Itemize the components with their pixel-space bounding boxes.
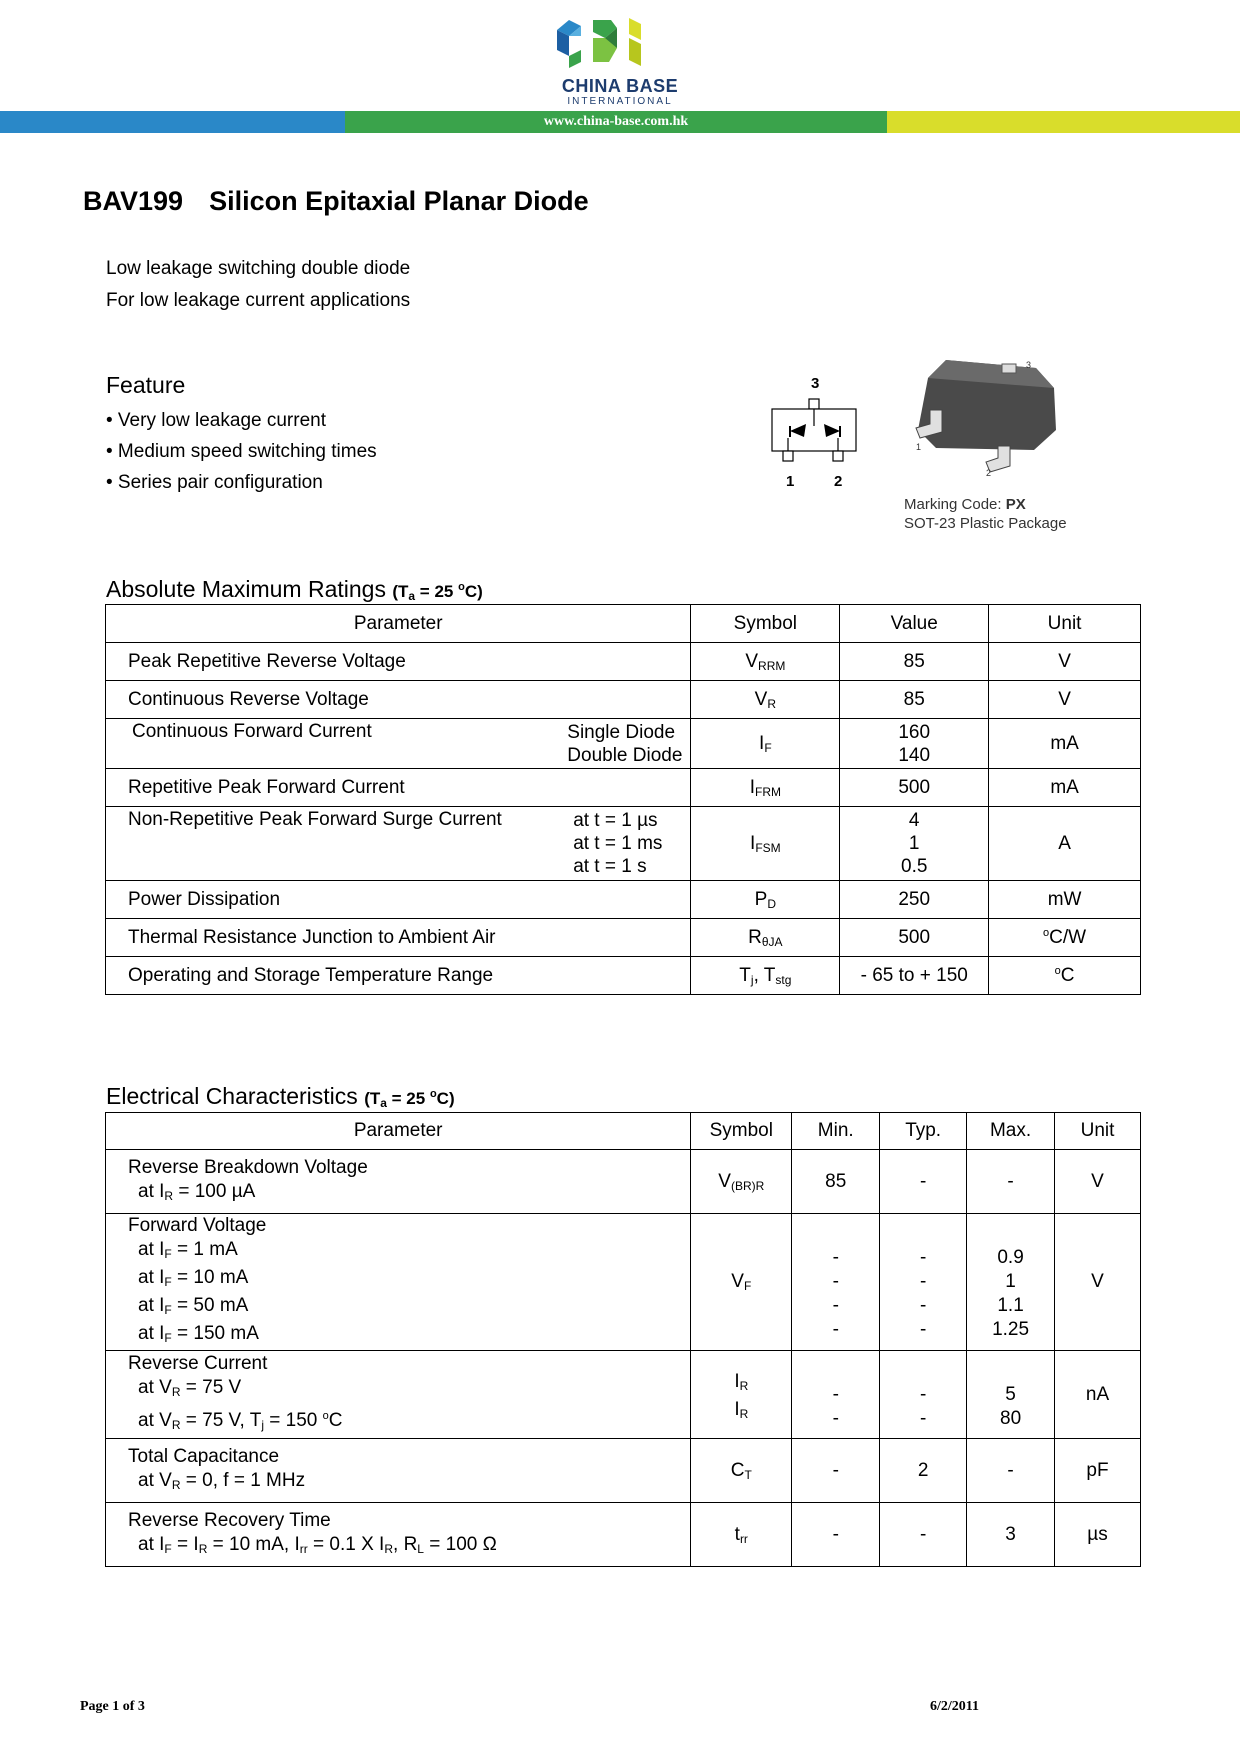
pkg-pin-2-label: 2 (986, 468, 992, 478)
table-row: Reverse Recovery Time at $I_F = I_R = 10$ mA, $I_{rr} = 0.1$ X $I_R$, $R_L = 100$ Ω $t_{rr}$ - - 3 µs (106, 1503, 1141, 1567)
feature-item: • Very low leakage current (106, 410, 326, 431)
pinout-diagram (768, 374, 868, 494)
ec-table (105, 1112, 1141, 1567)
document-date: 6/2/2011 (930, 1699, 980, 1714)
part-description: Silicon Epitaxial Planar Diode (209, 186, 589, 216)
header-bar-yellow (887, 111, 1240, 133)
brand-name: CHINA BASE (561, 76, 679, 96)
feature-heading: Feature (106, 372, 186, 398)
table-row: Forward Voltage at $I_F = 1$ mA at $I_F = 10$ mA at $I_F = 50$ mA at $I_F = 150$ mA $V_F$ - - - - - - - - 0.9 1 1.1 1.25 V (106, 1214, 1141, 1351)
table-header-row (106, 605, 1141, 643)
logo-b-mark (593, 20, 617, 62)
pkg-pin-3-label: 3 (1026, 360, 1032, 370)
page-title (83, 186, 589, 217)
col-header: Unit (1055, 1113, 1141, 1150)
company-logo (555, 16, 665, 70)
table-header-row (106, 1113, 1141, 1150)
page-number: Page 1 of 3 (80, 1699, 145, 1714)
description-line-2: For low leakage current applications (106, 290, 411, 311)
sot23-package-image (906, 358, 1056, 478)
description-line-1: Low leakage switching double diode (106, 258, 411, 279)
table-row: Repetitive Peak Forward Current $I_{FRM}$ 500 mA (106, 769, 1141, 807)
logo-c-mark (557, 20, 581, 68)
col-header: Typ. (880, 1113, 967, 1150)
website-link[interactable]: www.china-base.com.hk (543, 114, 689, 129)
part-number: BAV199 (83, 186, 184, 216)
pkg-pin-1-label: 1 (916, 442, 922, 452)
amr-heading: Absolute Maximum Ratings ($T_a = 25$ $^o$C) (106, 576, 483, 603)
pin-1-label: 1 (786, 473, 795, 490)
table-row: Reverse Breakdown Voltage at $I_R = 100$ µA $V_{(BR)R}$ 85 - - V (106, 1150, 1141, 1214)
table-row: Non-Repetitive Peak Forward Surge Current at t = 1 µs at t = 1 ms at t = 1 s $I_{FSM}$ 4 1 0.5 A (106, 807, 1141, 881)
table-row: Thermal Resistance Junction to Ambient Air $R_{\theta JA}$ 500 $^o$C/W (106, 919, 1141, 957)
col-header: Symbol (691, 1113, 792, 1150)
col-header: Max. (967, 1113, 1055, 1150)
package-name: SOT-23 Plastic Package (904, 515, 1067, 532)
header-bar-blue (0, 111, 345, 133)
table-row: Peak Repetitive Reverse Voltage $V_{RRM}$ 85 V (106, 643, 1141, 681)
pin-2-label: 2 (834, 473, 843, 490)
col-header: Unit (989, 605, 1141, 643)
col-header: Min. (792, 1113, 880, 1150)
marking-code: Marking Code: PX (904, 496, 1026, 513)
table-row: Continuous Forward Current Single Diode Double Diode $I_F$ 160 140 mA (106, 719, 1141, 769)
logo-i-mark (629, 18, 641, 66)
col-header: Parameter (106, 1113, 691, 1150)
pin-3-label: 3 (811, 375, 820, 392)
col-header: Parameter (106, 605, 691, 643)
table-row: Power Dissipation $P_D$ 250 mW (106, 881, 1141, 919)
feature-item: • Series pair configuration (106, 472, 323, 493)
feature-item: • Medium speed switching times (106, 441, 377, 462)
amr-table (105, 604, 1141, 995)
col-header: Symbol (691, 605, 840, 643)
marking-code-value: PX (1005, 496, 1026, 513)
table-row: Total Capacitance at $V_R = 0$, f = 1 MHz $C_T$ - 2 - pF (106, 1439, 1141, 1503)
table-row: Operating and Storage Temperature Range $T_j$, $T_{stg}$ - 65 to + 150 $^o$C (106, 957, 1141, 995)
ec-heading: Electrical Characteristics ($T_a = 25$ $^o$C) (106, 1083, 455, 1110)
col-header: Value (840, 605, 989, 643)
table-row: Reverse Current at $V_R = 75$ V at $V_R = 75$ V, $T_j = 150$ $^o$C $I_R$ $I_R$ - - - - 5 80 nA (106, 1351, 1141, 1439)
table-row: Continuous Reverse Voltage $V_R$ 85 V (106, 681, 1141, 719)
brand-subtitle: INTERNATIONAL (567, 96, 673, 107)
